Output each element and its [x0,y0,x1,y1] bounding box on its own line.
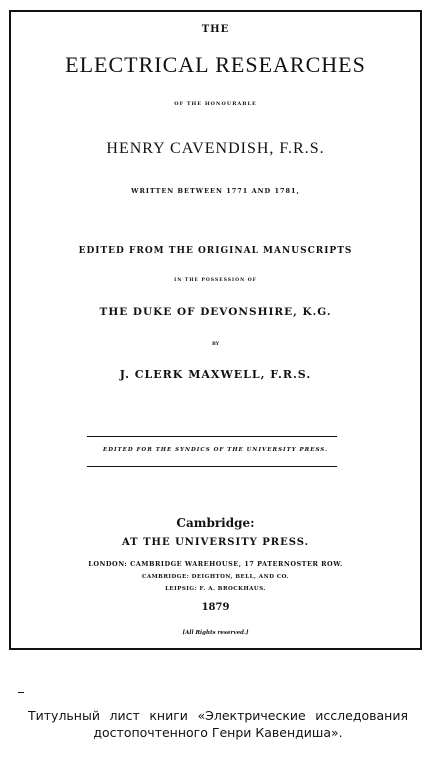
duke-line: THE DUKE OF DEVONSHIRE, K.G. [99,306,332,318]
written-dates: WRITTEN BETWEEN 1771 AND 1781, [131,187,300,195]
title-page-frame [9,10,422,650]
by-line: BY [212,342,219,347]
publication-year: 1879 [201,602,230,613]
imprint-leipsig: LEIPSIG: F. A. BROCKHAUS. [165,586,266,592]
main-title: ELECTRICAL RESEARCHES [65,52,366,77]
figure-caption: Титульный лист книги «Электрические исследования достопочтенного Генри Кавендиша». [28,708,408,740]
top-rule [87,436,337,437]
imprint-cambridge-seller: CAMBRIDGE: DEIGHTON, BELL, AND CO. [141,574,290,580]
imprint-press: AT THE UNIVERSITY PRESS. [121,537,310,548]
imprint-city: Cambridge: [176,516,255,530]
syndics-line: EDITED FOR THE SYNDICS OF THE UNIVERSITY PRESS. [103,447,328,453]
bottom-rule [87,466,337,467]
caption-dash-mark [18,692,24,693]
rights-reserved: [All Rights reserved.] [182,630,249,636]
editor-name: J. CLERK MAXWELL, F.R.S. [119,368,312,381]
edited-from-line: EDITED FROM THE ORIGINAL MANUSCRIPTS [78,246,353,256]
byline: OF THE HONOURABLE [174,101,257,107]
possession-line: IN THE POSSESSION OF [174,278,257,283]
title-the: THE [201,24,230,35]
author-name: HENRY CAVENDISH, F.R.S. [106,140,325,157]
imprint-london: LONDON: CAMBRIDGE WAREHOUSE, 17 PATERNOSTER ROW. [88,560,343,568]
